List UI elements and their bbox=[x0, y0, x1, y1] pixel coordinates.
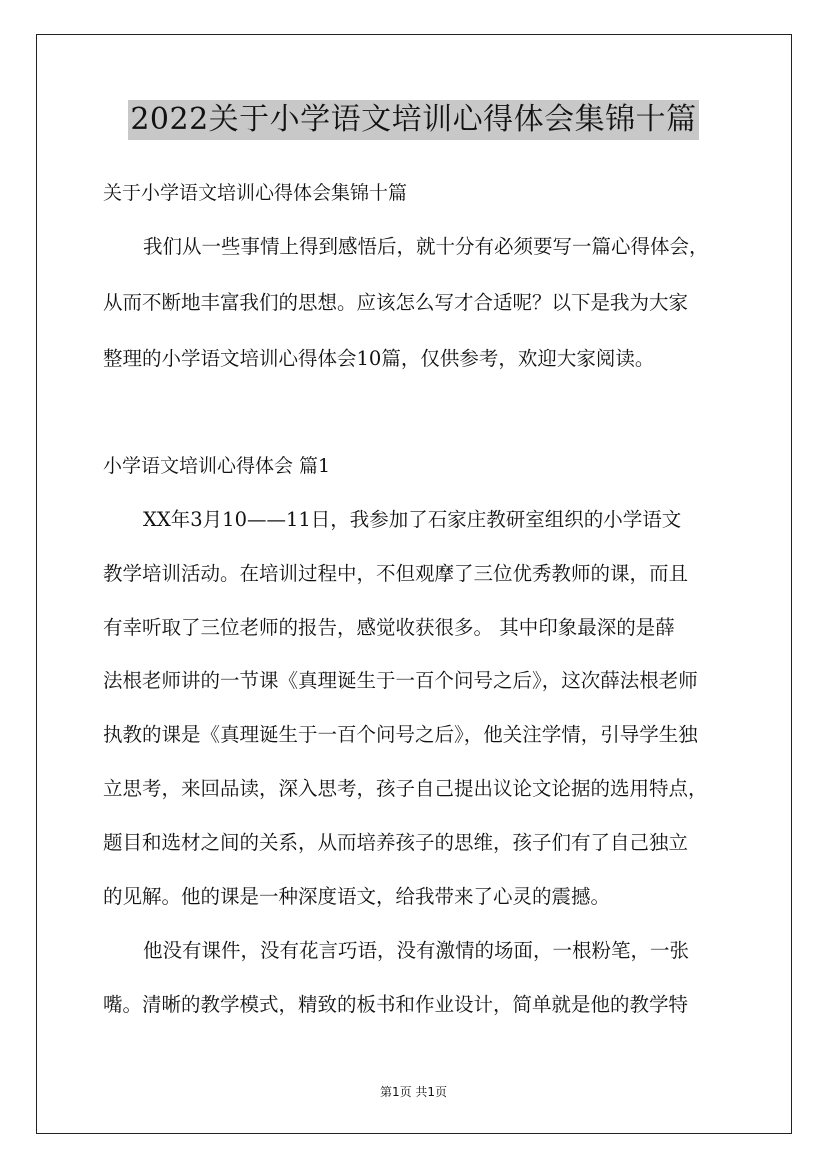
document-subtitle: 关于小学语文培训心得体会集锦十篇 bbox=[103, 182, 408, 204]
section-heading: 小学语文培训心得体会 篇1 bbox=[103, 455, 331, 477]
body-paragraph-line: XX年3月10——11日，我参加了石家庄教研室组织的小学语文 bbox=[143, 508, 682, 531]
body-paragraph-line: 立思考，来回品读，深入思考，孩子自己提出议论文论据的选用特点， bbox=[103, 777, 708, 800]
body-paragraph-line: 的见解。他的课是一种深度语文，给我带来了心灵的震撼。 bbox=[103, 885, 611, 908]
body-paragraph-line: 嘴。清晰的教学模式，精致的板书和作业设计，简单就是他的教学特 bbox=[103, 993, 689, 1016]
body-paragraph-line: 教学培训活动。在培训过程中，不但观摩了三位优秀教师的课，而且 bbox=[103, 562, 689, 585]
intro-paragraph-line: 整理的小学语文培训心得体会10篇，仅供参考，欢迎大家阅读。 bbox=[103, 347, 655, 370]
body-paragraph-line: 法根老师讲的一节课《真理诞生于一百个问号之后》，这次薛法根老师 bbox=[103, 669, 698, 692]
body-paragraph-line: 他没有课件，没有花言巧语，没有激情的场面，一根粉笔，一张 bbox=[143, 939, 690, 962]
title-container bbox=[0, 100, 827, 140]
document-title: 2022关于小学语文培训心得体会集锦十篇 bbox=[128, 100, 698, 140]
body-paragraph-line: 题目和选材之间的关系，从而培养孩子的思维，孩子们有了自己独立 bbox=[103, 831, 689, 854]
intro-paragraph-line: 我们从一些事情上得到感悟后，就十分有必须要写一篇心得体会， bbox=[143, 235, 709, 258]
page-footer: 第1页 共1页 bbox=[379, 1085, 448, 1099]
intro-paragraph-line: 从而不断地丰富我们的思想。应该怎么写才合适呢？以下是我为大家 bbox=[103, 291, 689, 314]
body-paragraph-line: 执教的课是《真理诞生于一百个问号之后》，他关注学情，引导学生独 bbox=[103, 723, 698, 746]
body-paragraph-line: 有幸听取了三位老师的报告，感觉收获很多。 其中印象最深的是薛 bbox=[103, 616, 675, 639]
